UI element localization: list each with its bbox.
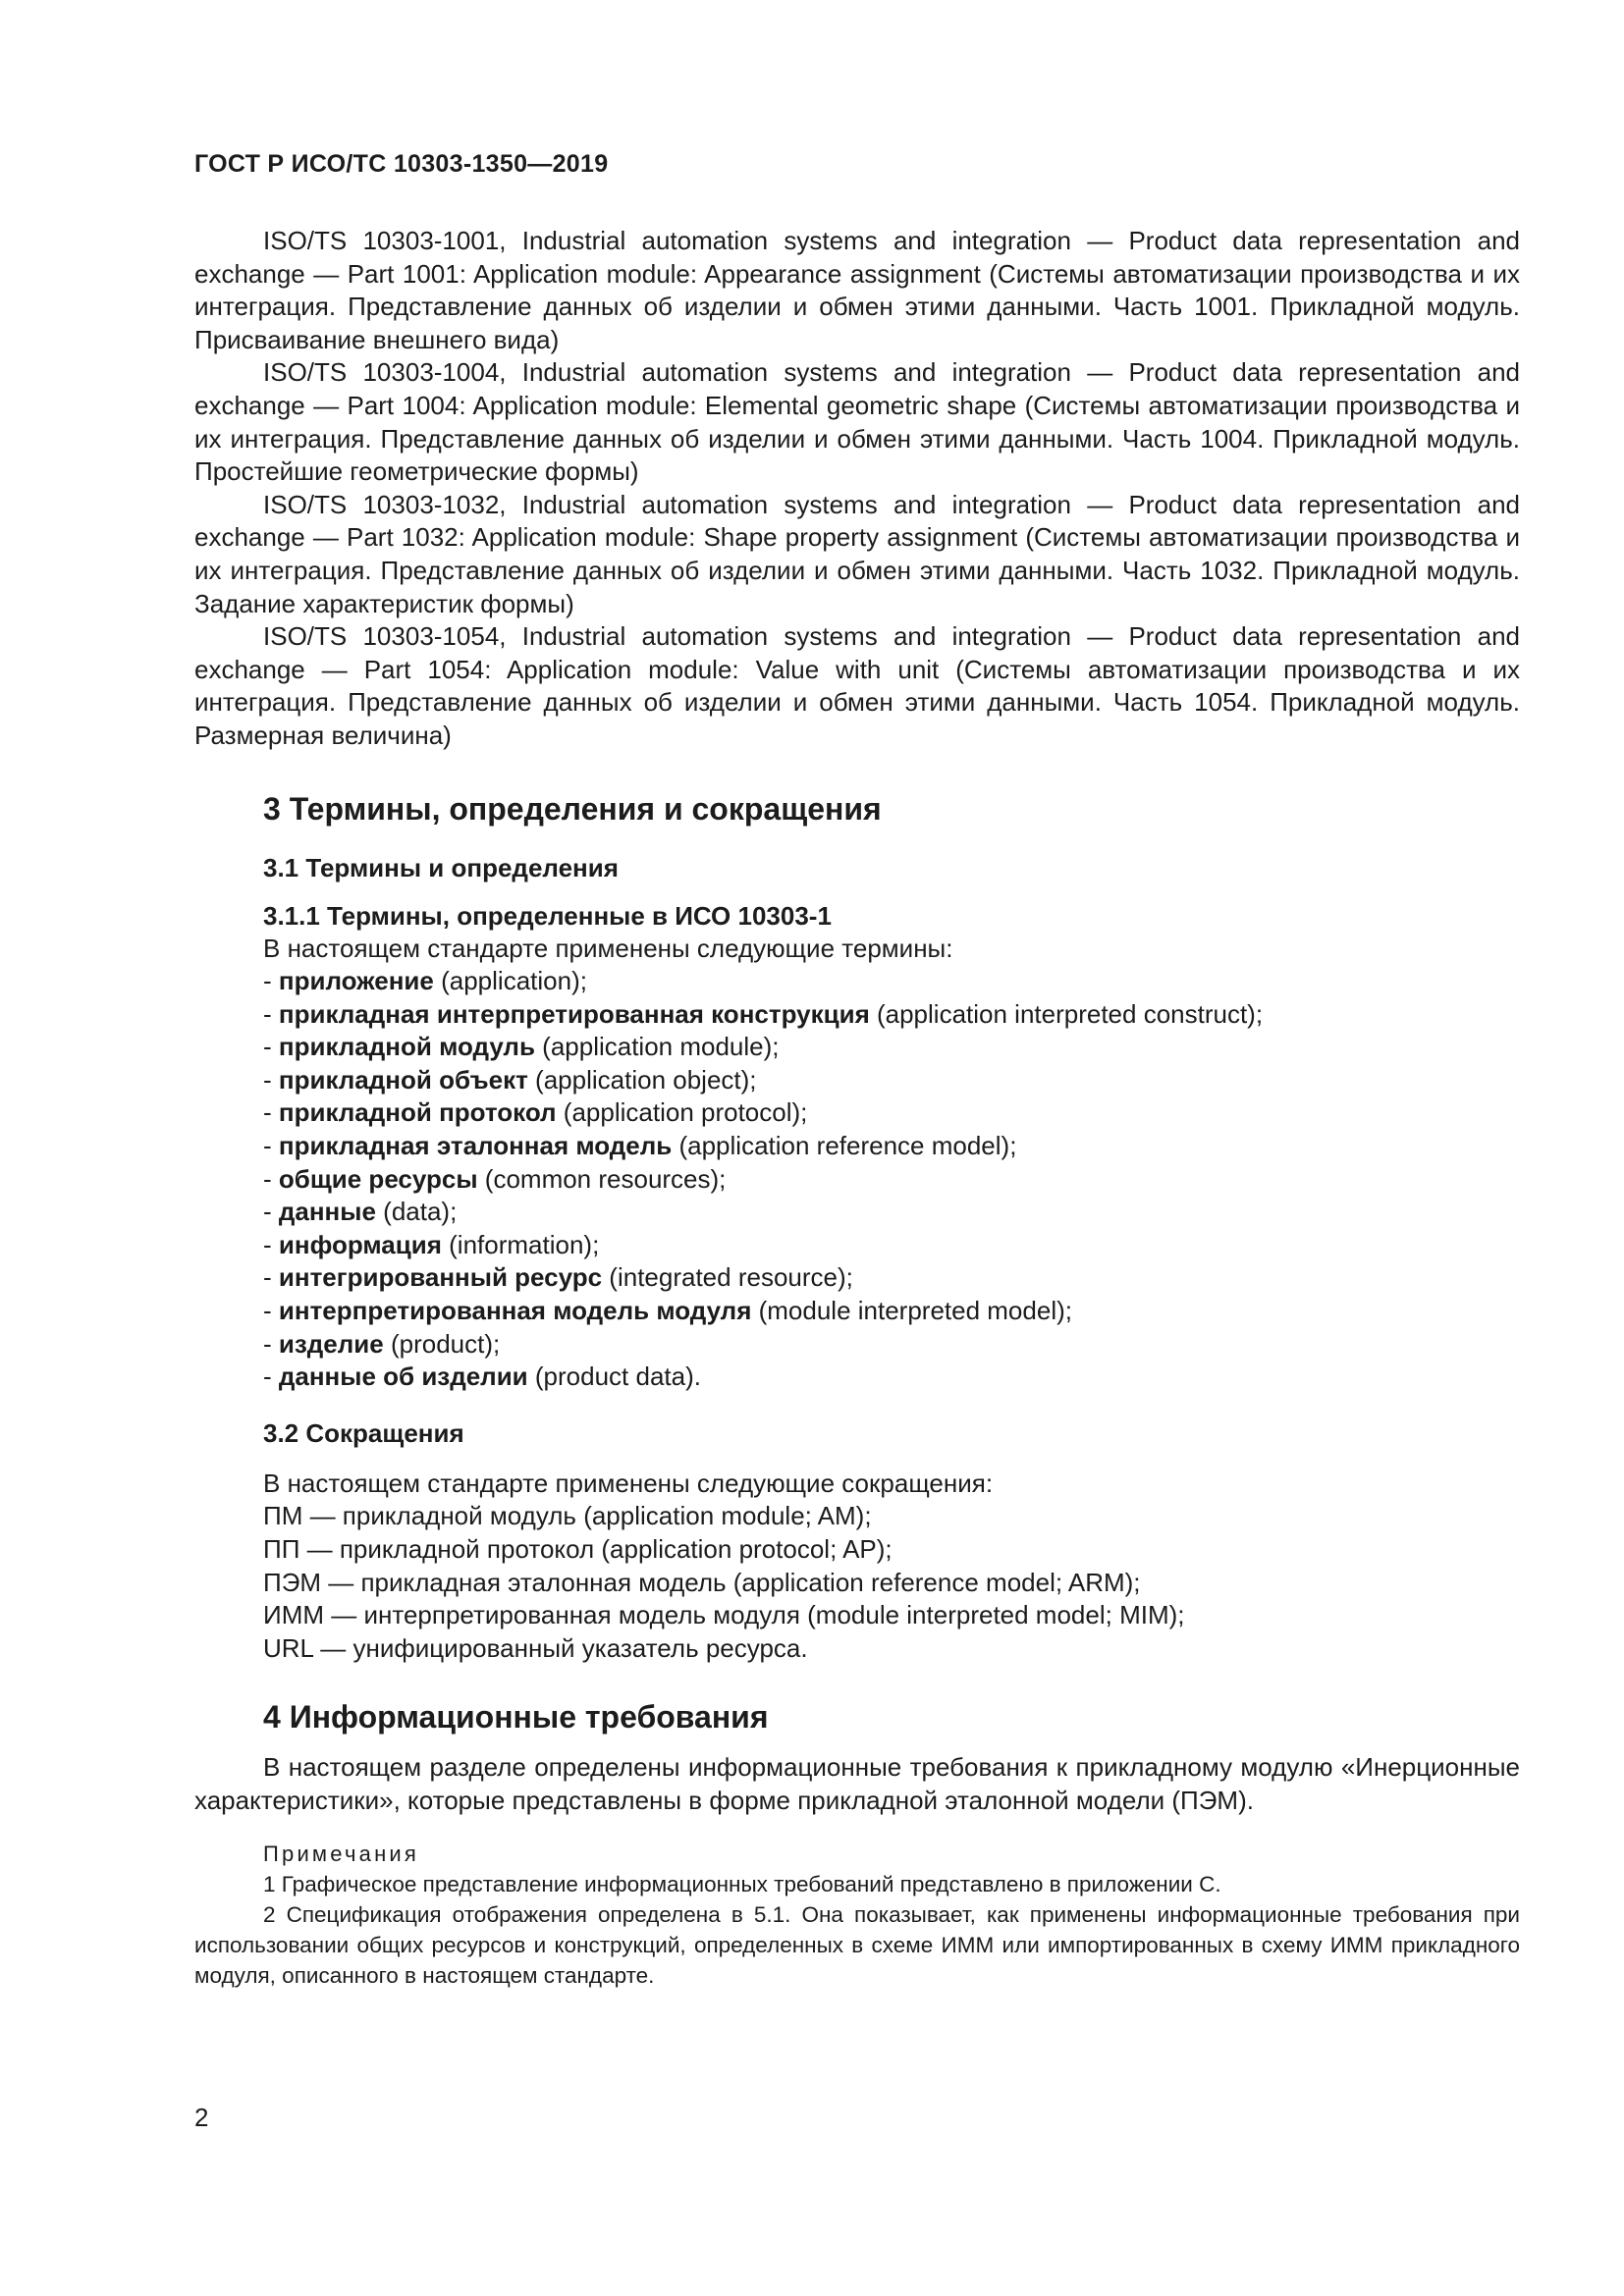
term-translation: (application object); — [527, 1064, 757, 1095]
terms-list — [194, 965, 1520, 1394]
subsection-3-1-1-heading: 3.1.1 Термины, определенные в ИСО 10303-1 — [263, 900, 832, 931]
section-4-heading: 4 Информационные требования — [263, 1699, 769, 1735]
note-item: 1 Графическое представление информационных требований представлено в приложении С. — [263, 1871, 1221, 1896]
section-3-heading: 3 Термины, определения и сокращения — [263, 790, 882, 827]
term-name: прикладная интерпретированная конструкция — [278, 998, 870, 1029]
term-item: - прикладной модуль (application module); — [263, 1032, 780, 1062]
abbreviation-item: URL — унифицированный указатель ресурса. — [263, 1632, 808, 1663]
abbreviations-intro: В настоящем стандарте применены следующие сокращения: — [263, 1468, 994, 1498]
term-item: - прикладная интерпретированная конструкция (application interpreted construct); — [263, 998, 1264, 1029]
note-item: 2 Спецификация отображения определена в 5.1. Она показывает, как применены информационные требования при использовании общих ресурсов и конструкций, определенных в схеме ИММ или импортированных в схему ИММ прикладного модуля, описанного в настоящем стандарте. — [194, 1901, 1520, 1988]
term-translation: (module interpreted model); — [751, 1296, 1072, 1326]
reference-item: ISO/TS 10303-1001, Industrial automation systems and integration — Product data representation and exchange — Part 1001: Application module: Appearance assignment (Системы автоматизации производства и их интеграция. Представление данных об изделии и обмен этими данными. Часть 1001. Прикладной модуль. Присваивание внешнего вида) — [194, 226, 1520, 354]
term-item: - информация (information); — [263, 1229, 600, 1259]
term-name: интерпретированная модель модуля — [278, 1296, 752, 1326]
page-number: 2 — [194, 2103, 209, 2132]
term-name: приложение — [278, 966, 434, 996]
document-body — [194, 225, 1520, 1991]
term-item: - прикладной объект (application object); — [263, 1064, 757, 1095]
term-name: интегрированный ресурс — [278, 1262, 603, 1293]
term-name: прикладная эталонная модель — [278, 1131, 673, 1161]
term-translation: (application); — [433, 966, 587, 996]
term-translation: (application protocol); — [556, 1097, 808, 1128]
term-translation: (application module); — [534, 1032, 780, 1062]
term-item: - приложение (application); — [263, 966, 587, 996]
abbreviation-item: ПМ — прикладной модуль (application module; AM); — [263, 1501, 872, 1531]
reference-item: ISO/TS 10303-1004, Industrial automation systems and integration — Product data representation and exchange — Part 1004: Application module: Elemental geometric shape (Системы автоматизации производства и их интеграция. Представление данных об изделии и обмен этими данными. Часть 1004. Прикладной модуль. Простейшие геометрические формы) — [194, 357, 1520, 487]
notes-list — [194, 1869, 1520, 1991]
notes-heading: Примечания — [263, 1841, 420, 1866]
term-name: информация — [278, 1229, 442, 1259]
term-name: прикладной модуль — [278, 1032, 535, 1062]
term-name: прикладной протокол — [278, 1097, 557, 1128]
term-name: данные — [278, 1197, 376, 1227]
section-4-text: В настоящем разделе определены информационные требования к прикладному модулю «Инерционные характеристики», которые представлены в форме прикладной эталонной модели (ПЭМ). — [194, 1752, 1520, 1815]
terms-intro: В настоящем стандарте применены следующие термины: — [263, 933, 953, 963]
reference-item: ISO/TS 10303-1032, Industrial automation systems and integration — Product data representation and exchange — Part 1032: Application module: Shape property assignment (Системы автоматизации производства и их интеграция. Представление данных об изделии и обмен этими данными. Часть 1032. Прикладной модуль. Задание характеристик формы) — [194, 489, 1520, 618]
term-translation: (information); — [441, 1229, 600, 1259]
term-translation: (data); — [375, 1197, 458, 1227]
term-name: общие ресурсы — [278, 1163, 478, 1194]
abbreviation-item: ПЭМ — прикладная эталонная модель (application reference model; ARM); — [263, 1567, 1141, 1597]
term-translation: (integrated resource); — [602, 1262, 853, 1293]
abbreviation-item: ПП — прикладной протокол (application protocol; AP); — [263, 1534, 893, 1564]
references-list — [194, 225, 1520, 753]
abbreviation-item: ИММ — интерпретированная модель модуля (module interpreted model; MIM); — [263, 1600, 1185, 1630]
term-item: - данные (data); — [263, 1197, 458, 1227]
term-translation: (product); — [383, 1328, 501, 1359]
reference-item: ISO/TS 10303-1054, Industrial automation systems and integration — Product data representation and exchange — Part 1054: Application module: Value with unit (Системы автоматизации производства и их интеграция. Представление данных об изделии и обмен этими данными. Часть 1054. Прикладной модуль. Размерная величина) — [194, 621, 1520, 750]
term-translation: (common resources); — [477, 1163, 727, 1194]
abbreviations-list — [194, 1500, 1520, 1665]
term-item: - интегрированный ресурс (integrated resource); — [263, 1262, 853, 1293]
term-item: - прикладной протокол (application protocol); — [263, 1097, 808, 1128]
term-name: изделие — [278, 1328, 384, 1359]
document-page — [194, 0, 1520, 2296]
document-header: ГОСТ Р ИСО/ТС 10303-1350—2019 — [194, 150, 609, 178]
term-translation: (product data). — [527, 1362, 701, 1392]
subsection-3-2-heading: 3.2 Сокращения — [263, 1417, 464, 1448]
term-item: - общие ресурсы (common resources); — [263, 1163, 727, 1194]
term-item: - интерпретированная модель модуля (module interpreted model); — [263, 1296, 1072, 1326]
term-translation: (application reference model); — [672, 1131, 1017, 1161]
term-item: - изделие (product); — [263, 1328, 501, 1359]
term-name: прикладной объект — [278, 1064, 528, 1095]
term-translation: (application interpreted construct); — [869, 998, 1264, 1029]
term-name: данные об изделии — [278, 1362, 528, 1392]
subsection-3-1-heading: 3.1 Термины и определения — [263, 852, 619, 882]
term-item: - прикладная эталонная модель (application reference model); — [263, 1131, 1017, 1161]
term-item: - данные об изделии (product data). — [263, 1362, 701, 1392]
